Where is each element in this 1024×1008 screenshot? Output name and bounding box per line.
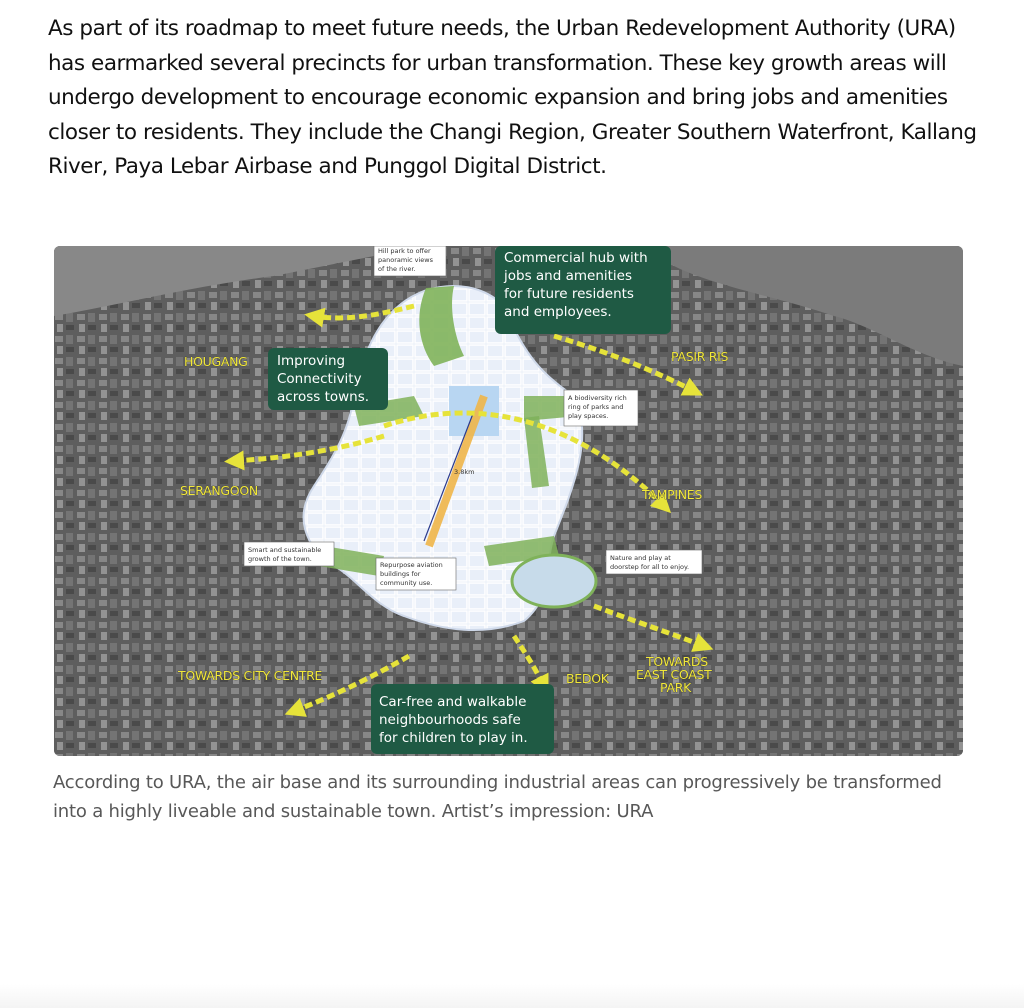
note-repurpose-line2: buildings for	[380, 570, 421, 578]
label-towards-ecp-line1: TOWARDS	[646, 654, 708, 669]
label-towards-ecp-line2: EAST COAST	[636, 667, 712, 682]
note-smart-line1: Smart and sustainable	[248, 546, 322, 554]
note-repurpose-line3: community use.	[380, 579, 433, 587]
note-repurpose	[376, 558, 456, 590]
note-nature-line1: Nature and play at	[610, 554, 671, 562]
callout-connectivity-line3: across towns.	[277, 389, 370, 405]
callout-commercial-line4: and employees.	[504, 304, 612, 320]
callout-car-free	[371, 684, 554, 754]
label-towards-city-centre: TOWARDS CITY CENTRE	[178, 668, 323, 683]
label-pasir-ris: PASIR RIS	[671, 349, 729, 364]
label-hougang: HOUGANG	[184, 354, 248, 369]
label-towards-ecp-line3: PARK	[660, 680, 691, 695]
masterplan-illustration	[54, 246, 963, 756]
note-repurpose-line1: Repurpose aviation	[380, 561, 443, 569]
label-bedok: BEDOK	[566, 671, 609, 686]
note-hill-park-line1: Hill park to offer	[378, 247, 431, 255]
label-serangoon: SERANGOON	[180, 483, 258, 498]
note-biodiversity-line1: A biodiversity rich	[568, 394, 627, 402]
note-smart-growth	[244, 542, 334, 566]
note-smart-line2: growth of the town.	[248, 555, 312, 563]
distance-label: 3.8km	[454, 468, 475, 476]
lake	[512, 555, 596, 607]
callout-carfree-line1: Car-free and walkable	[379, 694, 527, 710]
label-tampines: TAMPINES	[642, 487, 703, 502]
figure-caption: According to URA, the air base and its surrounding industrial areas can progressively be transformed into a highly liveable and sustainable town. Artist’s impression: URA	[53, 772, 942, 822]
note-biodiversity	[564, 390, 638, 426]
page-bottom-fade	[0, 984, 1024, 1008]
callout-carfree-line2: neighbourhoods safe	[379, 712, 521, 728]
callout-commercial-hub	[495, 246, 671, 334]
callout-commercial-line3: for future residents	[504, 286, 634, 302]
callout-commercial-line2: jobs and amenities	[504, 268, 633, 284]
note-hill-park-line3: of the river.	[378, 265, 416, 273]
note-nature-play	[606, 550, 702, 574]
note-hill-park-line2: panoramic views	[378, 256, 433, 264]
callout-carfree-line3: for children to play in.	[379, 730, 528, 746]
note-biodiversity-line2: ring of parks and	[568, 403, 624, 411]
note-biodiversity-line3: play spaces.	[568, 412, 609, 420]
article-paragraph: As part of its roadmap to meet future needs, the Urban Redevelopment Authority (URA) has earmarked several precincts for urban transformation. These key growth areas will undergo development to encourage economic expansion and bring jobs and amenities closer to residents. They include the Changi Region, Greater Southern Waterfront, Kallang River, Paya Lebar Airbase and Punggol Digital District.	[48, 16, 977, 179]
callout-connectivity-line1: Improving	[277, 353, 346, 369]
callout-commercial-line1: Commercial hub with	[504, 250, 648, 266]
note-nature-line2: doorstep for all to enjoy.	[610, 563, 690, 571]
callout-connectivity-line2: Connectivity	[277, 371, 362, 387]
callout-connectivity	[268, 348, 388, 410]
note-hill-park	[374, 246, 446, 276]
